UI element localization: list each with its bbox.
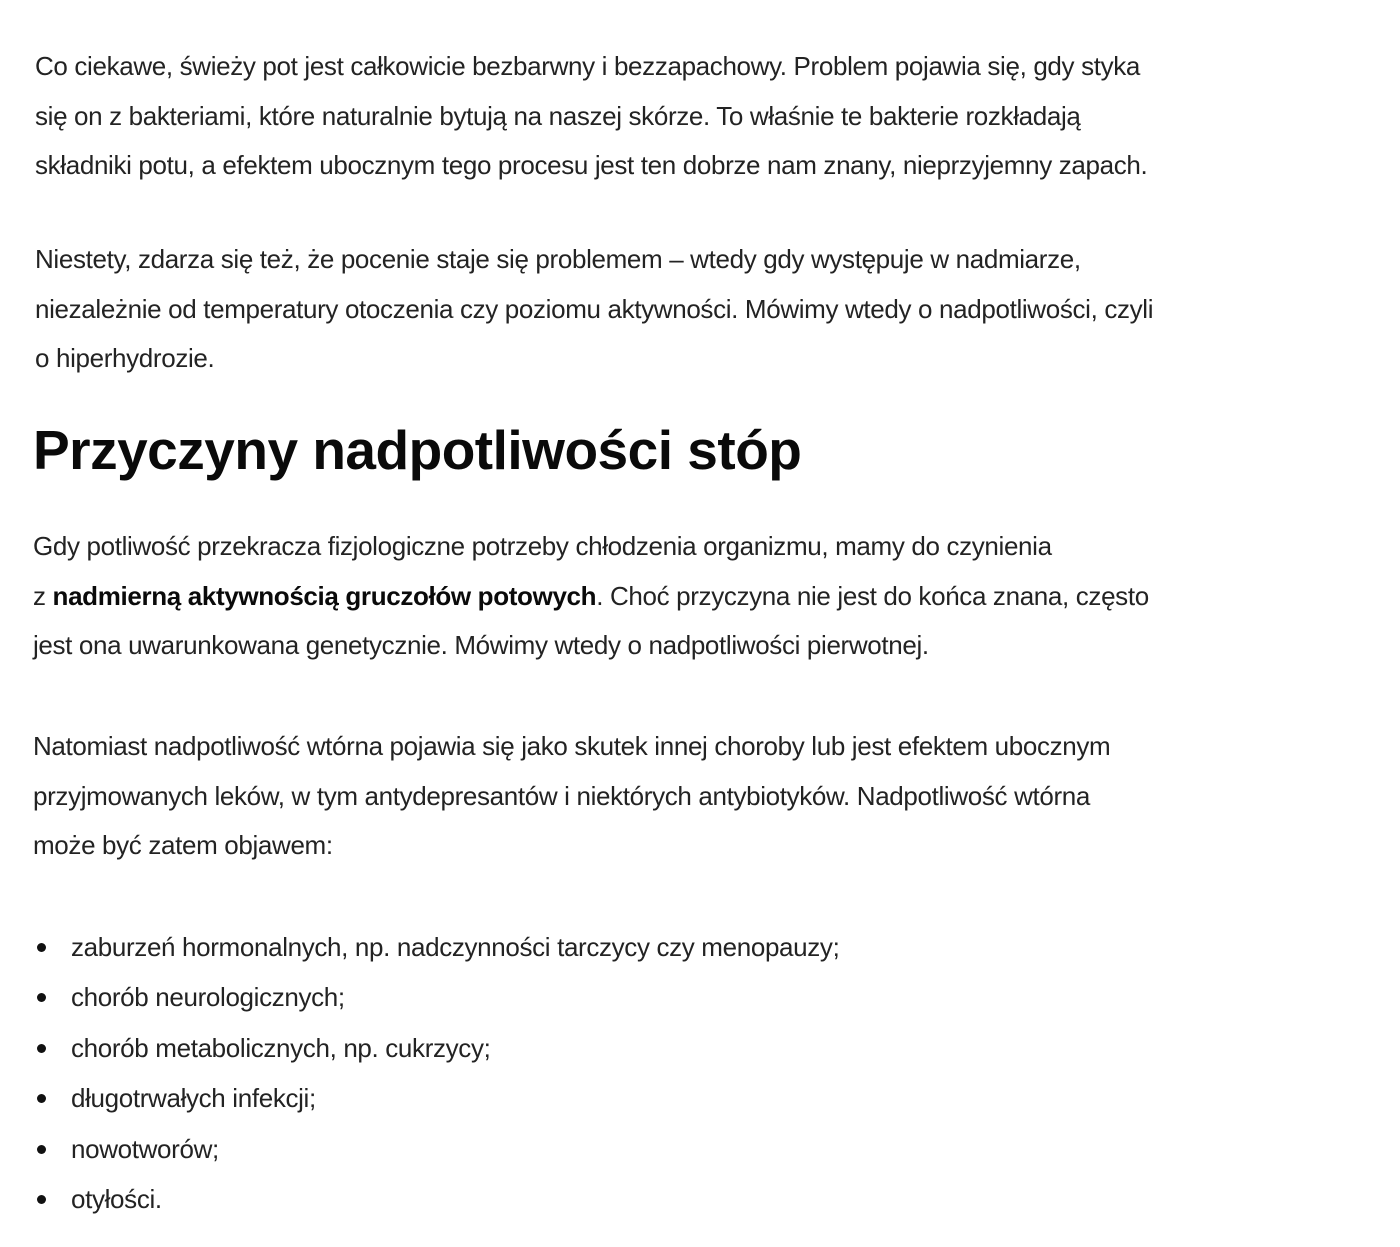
bullet-icon <box>37 1094 46 1103</box>
paragraph-line: o hiperhydrozie. <box>35 343 215 373</box>
paragraph-line: się on z bakteriami, które naturalnie bytują na naszej skórze. To właśnie te bakterie rozkładają <box>35 100 1081 131</box>
list-item-text: nowotworów; <box>71 1133 219 1164</box>
causes-paragraph <box>33 522 1149 671</box>
bold-emphasis: nadmierną aktywnością gruczołów potowych <box>52 580 597 611</box>
bullet-icon <box>37 1044 46 1053</box>
paragraph-line: Gdy potliwość przekracza fizjologiczne potrzeby chłodzenia organizmu, mamy do czynienia <box>33 531 1052 561</box>
secondary-hyperhidrosis-paragraph <box>33 722 1110 871</box>
list-item-text: chorób neurologicznych; <box>71 982 345 1013</box>
bullet-icon <box>37 1195 46 1204</box>
list-item <box>33 1124 839 1174</box>
text-suffix: . Choć przyczyna nie jest do końca znana, często <box>596 580 1149 611</box>
bullet-icon <box>37 1145 46 1154</box>
intro-paragraph <box>35 42 1147 191</box>
paragraph-line: przyjmowanych leków, w tym antydepresantów i niektórych antybiotyków. Nadpotliwość wtórna <box>33 780 1091 811</box>
paragraph-line: Co ciekawe, świeży pot jest całkowicie bezbarwny i bezzapachowy. Problem pojawia się, gdy styka <box>35 51 1140 81</box>
hyperhidrosis-paragraph <box>35 235 1153 384</box>
paragraph-line: składniki potu, a efektem ubocznym tego procesu jest ten dobrze nam znany, nieprzyjemny zapach. <box>35 150 1148 180</box>
paragraph-line: jest ona uwarunkowana genetycznie. Mówimy wtedy o nadpotliwości pierwotnej. <box>33 630 929 660</box>
list-item-text: długotrwałych infekcji; <box>71 1083 316 1114</box>
list-item <box>33 1023 839 1073</box>
bullet-icon <box>37 993 46 1002</box>
paragraph-line: Niestety, zdarza się też, że pocenie staje się problemem – wtedy gdy występuje w nadmiarze, <box>35 244 1081 274</box>
paragraph-line: Natomiast nadpotliwość wtórna pojawia się jako skutek innej choroby lub jest efektem ubocznym <box>33 731 1111 761</box>
section-heading: Przyczyny nadpotliwości stóp <box>33 419 802 481</box>
list-item-text: chorób metabolicznych, np. cukrzycy; <box>71 1032 491 1063</box>
list-item-text: otyłości. <box>71 1184 162 1215</box>
paragraph-line: może być zatem objawem: <box>33 830 333 860</box>
list-item <box>33 972 839 1022</box>
list-item <box>33 1174 839 1224</box>
paragraph-line: niezależnie od temperatury otoczenia czy poziomu aktywności. Mówimy wtedy o nadpotliwości, czyli <box>35 293 1154 324</box>
text-prefix: z <box>33 580 53 611</box>
bullet-icon <box>37 943 46 952</box>
list-item-text: zaburzeń hormonalnych, np. nadczynności tarczycy czy menopauzy; <box>71 932 840 962</box>
paragraph-line <box>33 572 1149 622</box>
list-item <box>33 1073 839 1123</box>
list-item <box>33 922 839 972</box>
symptoms-list <box>33 922 839 1224</box>
